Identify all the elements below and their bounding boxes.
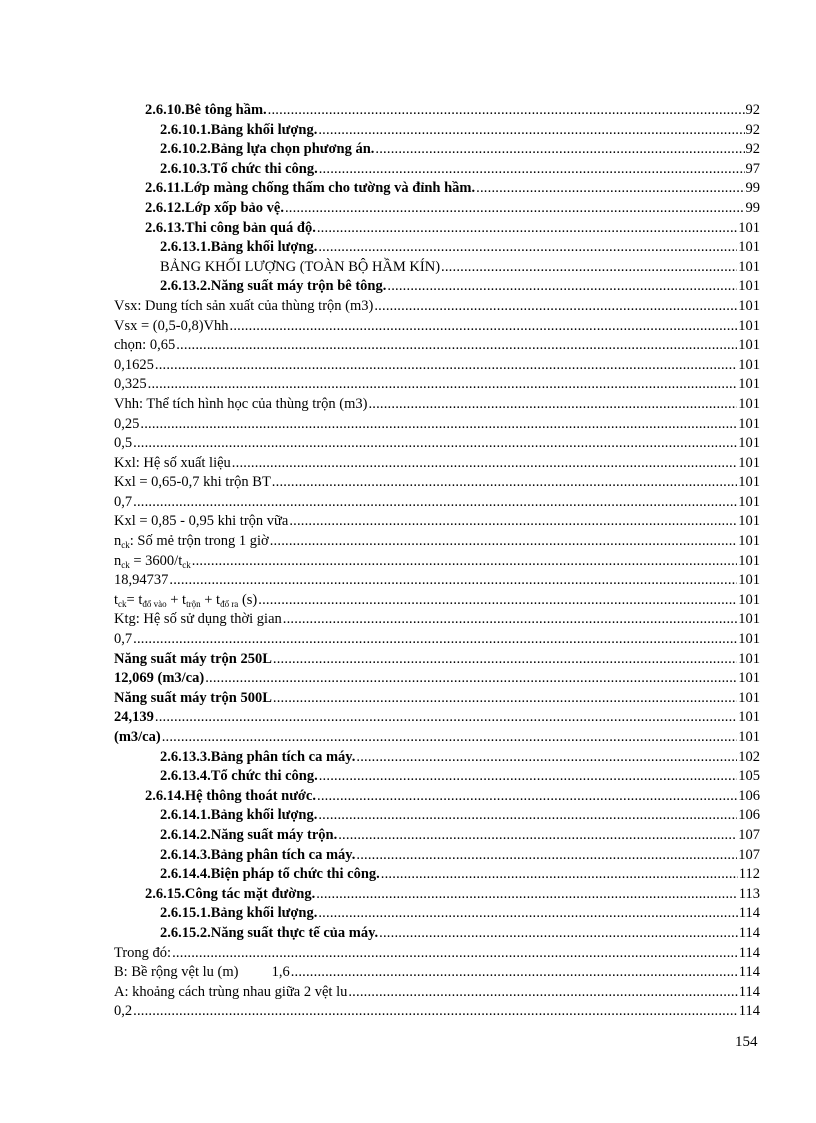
toc-entry: 2.6.13.3. Bảng phân tích ca máy. ..... 102 [114, 748, 760, 768]
toc-entry: $n_{ck} = 3600/t_{ck}$ ..... 101 [114, 552, 760, 572]
toc-entry: 2.6.13.1. Bảng khối lượng. ..... 101 [114, 238, 760, 258]
toc-entry: 2.6.14.4. Biện pháp tổ chức thi công. ..... 112 [114, 865, 760, 885]
toc-entry: Kxl = 0,65-0,7 khi trộn BT ..... 101 [114, 473, 760, 493]
toc-entry: 0,5 ..... 101 [114, 434, 760, 454]
toc-entry: 18,94737 ..... 101 [114, 571, 760, 591]
toc-entry: 2.6.12. Lớp xốp bảo vệ. ..... 99 [114, 199, 760, 219]
toc-entry: 2.6.15. Công tác mặt đường. ..... 113 [114, 885, 760, 905]
toc-entry: chọn: 0,65 ..... 101 [114, 336, 760, 356]
toc-entry: $n_{ck}$: Số mẻ trộn trong 1 giờ ..... 101 [114, 532, 760, 552]
toc-entry: 0,7 ..... 101 [114, 630, 760, 650]
toc-entry: 0,2 ..... 114 [114, 1002, 760, 1022]
toc-entry: 2.6.14.3. Bảng phân tích ca máy. ..... 107 [114, 846, 760, 866]
toc-entry: 2.6.10.2. Bảng lựa chọn phương án. ..... 92 [114, 140, 760, 160]
toc-entry: 12,069 (m3/ca) ..... 101 [114, 669, 760, 689]
toc-entry: 2.6.10.3. Tổ chức thi công. ..... 97 [114, 160, 760, 180]
toc-entry: 24,139 ..... 101 [114, 708, 760, 728]
toc-entry: 0,7 ..... 101 [114, 493, 760, 513]
toc-entry: BẢNG KHỐI LƯỢNG (TOÀN BỘ HẦM KÍN) ..... 101 [114, 258, 760, 278]
toc-entry: A: khoảng cách trùng nhau giữa 2 vệt lu ..... 114 [114, 983, 760, 1003]
toc-entry: Năng suất máy trộn 500L ..... 101 [114, 689, 760, 709]
toc-entry: 2.6.13.4. Tổ chức thi công. ..... 105 [114, 767, 760, 787]
toc-entry: 2.6.13.2. Năng suất máy trộn bê tông. ..... 101 [114, 277, 760, 297]
toc-entry: 2.6.10. Bê tông hầm. ..... 92 [114, 101, 760, 121]
toc-entry: Vhh: Thể tích hình học của thùng trộn (m3) ..... 101 [114, 395, 760, 415]
toc-entry: 2.6.13. Thi công bản quá độ. ..... 101 [114, 219, 760, 239]
toc-entry: 0,1625 ..... 101 [114, 356, 760, 376]
toc-entry: 0,325 ..... 101 [114, 375, 760, 395]
toc-entry: 2.6.15.2. Năng suất thực tế của máy. ..... 114 [114, 924, 760, 944]
toc-entry: Kxl: Hệ số xuất liệu ..... 101 [114, 454, 760, 474]
toc-entry: 0,25 ..... 101 [114, 415, 760, 435]
toc-entry: 2.6.15.1. Bảng khối lượng. ..... 114 [114, 904, 760, 924]
toc-entry: Năng suất máy trộn 250L ..... 101 [114, 650, 760, 670]
toc-entry: Vsx: Dung tích sản xuất của thùng trộn (m3) ..... 101 [114, 297, 760, 317]
page-number: 154 [735, 1034, 758, 1050]
toc-entry: 2.6.10.1. Bảng khối lượng. ..... 92 [114, 121, 760, 141]
toc-entry: Ktg: Hệ số sử dụng thời gian ..... 101 [114, 610, 760, 630]
toc-entry: 2.6.14.1. Bảng khối lượng. ..... 106 [114, 806, 760, 826]
table-of-contents [114, 101, 760, 1022]
toc-entry: Kxl = 0,85 - 0,95 khi trộn vữa ..... 101 [114, 512, 760, 532]
toc-entry: B: Bề rộng vệt lu (m) 1,6 ..... 114 [114, 963, 760, 983]
toc-entry: $t_{ck}= t_{đổ vào} + t_{trộn} + t_{đổ ra}$ (s) ..... 101 [114, 591, 760, 611]
toc-entry: 2.6.14.2. Năng suất máy trộn. ..... 107 [114, 826, 760, 846]
toc-entry: 2.6.11. Lớp màng chống thấm cho tường và đỉnh hầm. ..... 99 [114, 179, 760, 199]
toc-entry: 2.6.14. Hệ thông thoát nước. ..... 106 [114, 787, 760, 807]
toc-entry: Trong đó: ..... 114 [114, 944, 760, 964]
toc-entry: (m3/ca) ..... 101 [114, 728, 760, 748]
toc-entry: Vsx = (0,5-0,8)Vhh ..... 101 [114, 317, 760, 337]
